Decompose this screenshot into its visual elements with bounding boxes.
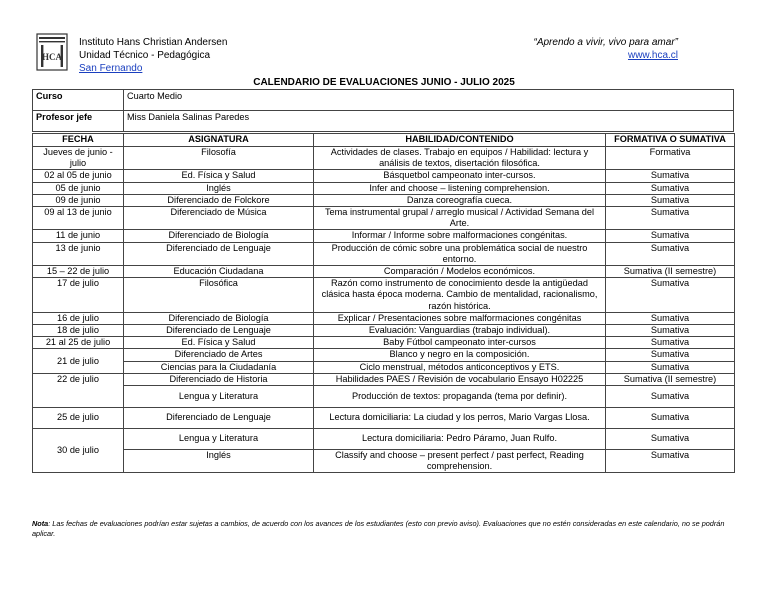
table-row [33,278,735,313]
table-row [33,361,735,373]
col-header-contenido: HABILIDAD/CONTENIDO [314,134,606,147]
cell-contenido: Baby Fútbol campeonato inter-cursos [314,337,606,349]
cell-asignatura: Filosofía [124,147,314,170]
cell-asignatura: Lengua y Literatura [124,429,314,450]
curso-value: Cuarto Medio [124,90,734,111]
cell-tipo: Sumativa [606,242,735,265]
cell-fecha: 21 de julio [33,349,124,373]
cell-tipo: Sumativa [606,349,735,361]
course-row [33,90,734,111]
cell-asignatura: Ciencias para la Ciudadanía [124,361,314,373]
cell-tipo: Sumativa (II semestre) [606,373,735,385]
cell-asignatura: Lengua y Literatura [124,386,314,408]
cell-contenido: Comparación / Modelos económicos. [314,266,606,278]
cell-asignatura: Inglés [124,450,314,473]
cell-fecha: 05 de junio [33,182,124,194]
school-name: Instituto Hans Christian Andersen [79,37,228,48]
cell-asignatura: Educación Ciudadana [124,266,314,278]
cell-tipo: Sumativa [606,230,735,242]
col-header-fecha: FECHA [33,134,124,147]
table-row [33,230,735,242]
note-text: : Las fechas de evaluaciones podrían estar sujetas a cambios, de acuerdo con los avances de los estudiantes (esto con previo aviso). Evaluaciones que no estén consideradas en este calendario, no se podrán aplicar. [32,519,725,538]
cell-tipo: Sumativa [606,429,735,450]
cell-tipo: Formativa [606,147,735,170]
school-header [79,36,227,75]
cell-fecha: 25 de julio [33,408,124,429]
cell-fecha: 02 al 05 de junio [33,170,124,182]
cell-asignatura: Diferenciado de Lenguaje [124,408,314,429]
cell-asignatura: Filosófica [124,278,314,313]
table-row [33,182,735,194]
cell-asignatura: Diferenciado de Biología [124,312,314,324]
page-title: CALENDARIO DE EVALUACIONES JUNIO - JULIO 2025 [253,77,515,88]
cell-contenido: Danza coreografía cueca. [314,194,606,206]
cell-tipo: Sumativa [606,312,735,324]
teacher-row [33,111,734,132]
cell-fecha: 16 de julio [33,312,124,324]
cell-asignatura: Diferenciado de Música [124,207,314,230]
cell-tipo: Sumativa [606,182,735,194]
cell-asignatura: Diferenciado de Folckore [124,194,314,206]
school-unit: Unidad Técnico - Pedagógica [79,50,211,61]
cell-tipo: Sumativa (II semestre) [606,266,735,278]
cell-asignatura: Inglés [124,182,314,194]
evaluations-table [32,133,735,473]
cell-fecha: 11 de junio [33,230,124,242]
table-header-row [33,134,735,147]
logo-text: HCA [42,52,62,62]
cell-tipo: Sumativa [606,337,735,349]
website-link[interactable]: www.hca.cl [627,50,678,61]
cell-tipo: Sumativa [606,408,735,429]
cell-fecha: 15 – 22 de julio [33,266,124,278]
school-motto: “Aprendo a vivir, vivo para amar” [533,37,678,48]
curso-label: Curso [33,90,124,111]
cell-asignatura: Ed. Física y Salud [124,337,314,349]
cell-contenido: Evaluación: Vanguardias (trabajo individual). [314,325,606,337]
col-header-tipo: FORMATIVA O SUMATIVA [606,134,735,147]
cell-tipo: Sumativa [606,170,735,182]
cell-fecha: 17 de julio [33,278,124,313]
cell-contenido: Tema instrumental grupal / arreglo musical / Actividad Semana del Arte. [314,207,606,230]
cell-contenido: Classify and choose – present perfect / past perfect, Reading comprehension. [314,450,606,473]
cell-tipo: Sumativa [606,450,735,473]
table-row [33,207,735,230]
cell-tipo: Sumativa [606,361,735,373]
table-row [33,349,735,361]
cell-contenido: Lectura domiciliaria: Pedro Páramo, Juan Rulfo. [314,429,606,450]
table-row [33,266,735,278]
col-header-asignatura: ASIGNATURA [124,134,314,147]
motto-block [533,36,678,62]
cell-fecha: 13 de junio [33,242,124,265]
cell-tipo: Sumativa [606,325,735,337]
table-row [33,373,735,385]
cell-contenido: Infer and choose – listening comprehension. [314,182,606,194]
profesor-label: Profesor jefe [33,111,124,132]
cell-contenido: Blanco y negro en la composición. [314,349,606,361]
cell-contenido: Ciclo menstrual, métodos anticonceptivos y ETS. [314,361,606,373]
cell-fecha: 18 de julio [33,325,124,337]
school-city-link[interactable]: San Fernando [79,63,143,74]
table-row [33,312,735,324]
cell-contenido: Básquetbol campeonato inter-cursos. [314,170,606,182]
cell-fecha: 30 de julio [33,429,124,473]
cell-contenido: Habilidades PAES / Revisión de vocabulario Ensayo H02225 [314,373,606,385]
table-row [33,170,735,182]
cell-asignatura: Diferenciado de Historia [124,373,314,385]
note-label: Nota [32,519,49,528]
cell-asignatura: Diferenciado de Lenguaje [124,325,314,337]
footnote [32,519,742,539]
cell-fecha: 21 al 25 de julio [33,337,124,349]
cell-asignatura: Ed. Física y Salud [124,170,314,182]
cell-fecha: 09 al 13 de junio [33,207,124,230]
cell-contenido: Producción de cómic sobre una problemática social de nuestro entorno. [314,242,606,265]
cell-contenido: Razón como instrumento de conocimiento desde la antigüedad clásica hasta época moderna. Cambio de mentalidad, racionalismo, razón histórica. [314,278,606,313]
profesor-value: Miss Daniela Salinas Paredes [124,111,734,132]
table-row [33,386,735,408]
cell-contenido: Producción de textos: propaganda (tema por definir). [314,386,606,408]
table-row [33,450,735,473]
cell-contenido: Informar / Informe sobre malformaciones congénitas. [314,230,606,242]
cell-tipo: Sumativa [606,194,735,206]
cell-tipo: Sumativa [606,386,735,408]
cell-tipo: Sumativa [606,207,735,230]
cell-contenido: Actividades de clases. Trabajo en equipos / Habilidad: lectura y análisis de textos, disertación filosófica. [314,147,606,170]
cell-asignatura: Diferenciado de Lenguaje [124,242,314,265]
cell-tipo: Sumativa [606,278,735,313]
table-row [33,337,735,349]
cell-fecha: 09 de junio [33,194,124,206]
cell-contenido: Explicar / Presentaciones sobre malformaciones congénitas [314,312,606,324]
cell-contenido: Lectura domiciliaria: La ciudad y los perros, Mario Vargas Llosa. [314,408,606,429]
cell-fecha: Jueves de junio - julio [33,147,124,170]
cell-fecha: 22 de julio [33,373,124,407]
school-logo [36,33,68,71]
table-row [33,408,735,429]
cell-asignatura: Diferenciado de Biología [124,230,314,242]
table-row [33,325,735,337]
course-info-table [32,89,734,132]
table-row [33,242,735,265]
table-row [33,147,735,170]
cell-asignatura: Diferenciado de Artes [124,349,314,361]
table-row [33,429,735,450]
table-row [33,194,735,206]
